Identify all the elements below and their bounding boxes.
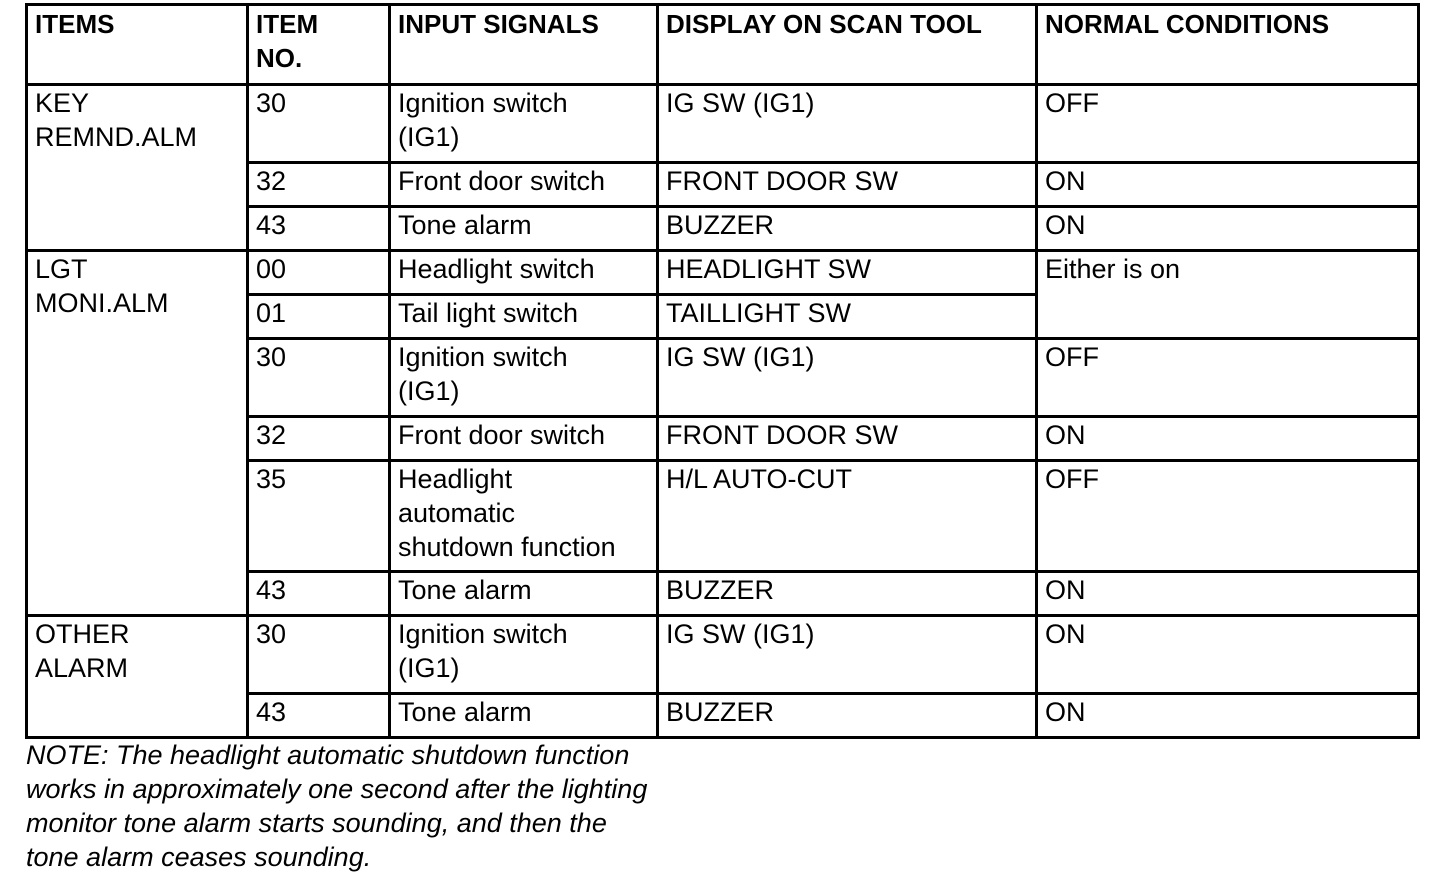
input-signal-cell: Ignition switch (IG1) [390,339,658,417]
group-key-remnd-alm: KEY REMND.ALM [27,85,248,251]
normal-condition-cell: OFF [1037,85,1419,163]
header-display-on-scan-tool: DISPLAY ON SCAN TOOL [658,5,1037,85]
group-lgt-moni-alm: LGT MONI.ALM [27,251,248,616]
normal-condition-cell: ON [1037,616,1419,694]
display-cell: FRONT DOOR SW [658,163,1037,207]
normal-condition-cell: ON [1037,207,1419,251]
input-signal-cell: Front door switch [390,417,658,461]
display-cell: IG SW (IG1) [658,85,1037,163]
normal-condition-cell: ON [1037,694,1419,738]
item-no-cell: 43 [248,694,390,738]
footnote: NOTE: The headlight automatic shutdown function works in approximately one second after the lighting monitor tone alarm starts sounding, and then the tone alarm ceases sounding. [26,740,648,872]
input-signal-cell: Tone alarm [390,207,658,251]
item-no-cell: 43 [248,207,390,251]
display-cell: FRONT DOOR SW [658,417,1037,461]
table-row [27,616,1419,694]
table-header-row [27,5,1419,85]
group-other-alarm: OTHER ALARM [27,616,248,738]
item-no-cell: 00 [248,251,390,295]
display-cell: BUZZER [658,207,1037,251]
table-row [27,251,1419,295]
input-signal-cell: Tail light switch [390,295,658,339]
normal-condition-cell: OFF [1037,339,1419,417]
input-signal-cell: Ignition switch (IG1) [390,616,658,694]
table-row [27,85,1419,163]
item-no-cell: 43 [248,572,390,616]
signal-table [25,3,1420,739]
input-signal-cell: Front door switch [390,163,658,207]
item-no-cell: 32 [248,163,390,207]
header-normal-conditions: NORMAL CONDITIONS [1037,5,1419,85]
input-signal-cell: Ignition switch (IG1) [390,85,658,163]
display-cell: IG SW (IG1) [658,616,1037,694]
input-signal-cell: Tone alarm [390,572,658,616]
normal-condition-cell: Either is on [1037,251,1419,339]
display-cell: H/L AUTO-CUT [658,461,1037,572]
input-signal-cell: Headlight switch [390,251,658,295]
normal-condition-cell: ON [1037,417,1419,461]
item-no-cell: 01 [248,295,390,339]
header-items: ITEMS [27,5,248,85]
display-cell: BUZZER [658,694,1037,738]
header-input-signals: INPUT SIGNALS [390,5,658,85]
item-no-cell: 30 [248,85,390,163]
item-no-cell: 30 [248,339,390,417]
normal-condition-cell: ON [1037,572,1419,616]
item-no-cell: 32 [248,417,390,461]
display-cell: IG SW (IG1) [658,339,1037,417]
display-cell: TAILLIGHT SW [658,295,1037,339]
display-cell: BUZZER [658,572,1037,616]
item-no-cell: 35 [248,461,390,572]
normal-condition-cell: OFF [1037,461,1419,572]
display-cell: HEADLIGHT SW [658,251,1037,295]
input-signal-cell: Headlight automatic shutdown function [390,461,658,572]
input-signal-cell: Tone alarm [390,694,658,738]
header-item-no: ITEM NO. [248,5,390,85]
item-no-cell: 30 [248,616,390,694]
normal-condition-cell: ON [1037,163,1419,207]
